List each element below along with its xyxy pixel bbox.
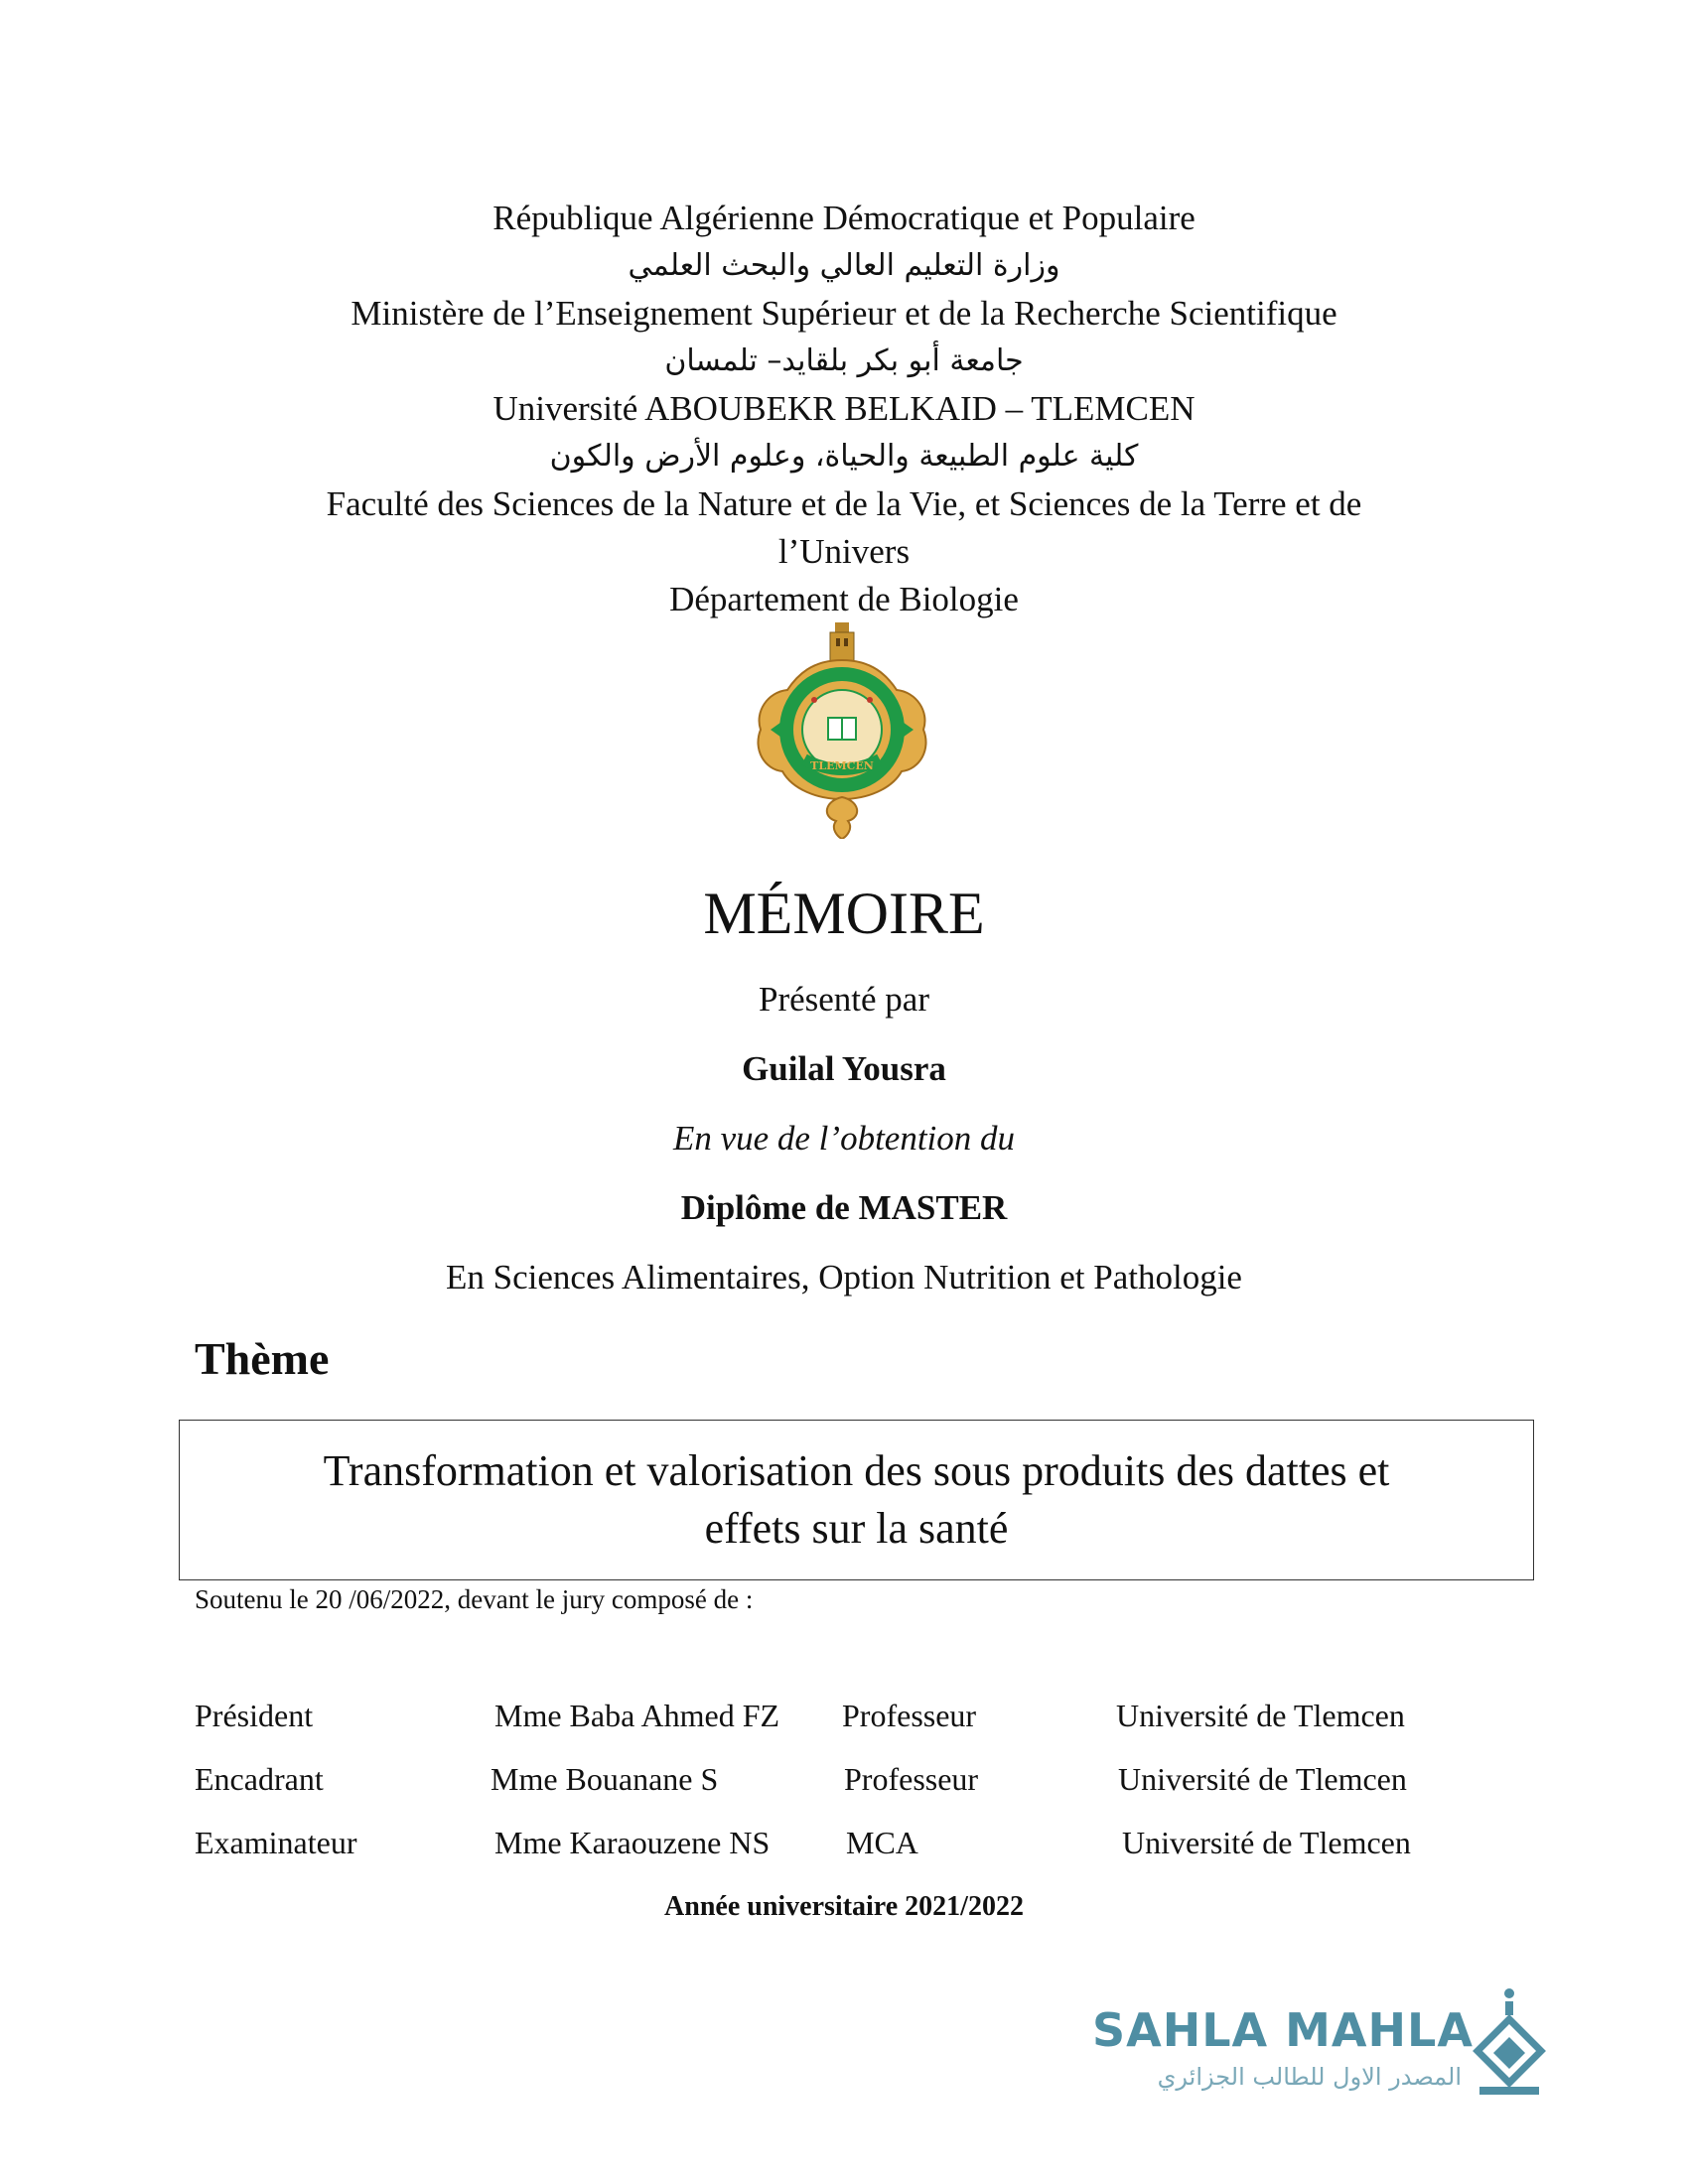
watermark-tagline: المصدر الاول للطالب الجزائري <box>1157 2063 1462 2091</box>
jury-name: Mme Baba Ahmed FZ <box>494 1698 780 1733</box>
faculty-arabic: كلية علوم الطبيعة والحياة، وعلوم الأرض والكون <box>549 439 1139 474</box>
republic-name: République Algérienne Démocratique et Populaire <box>492 199 1196 237</box>
sahla-mahla-watermark <box>1092 1985 1549 2105</box>
jury-institution: Université de Tlemcen <box>1118 1761 1407 1797</box>
jury-role: Président <box>195 1698 314 1733</box>
university-logo <box>753 620 931 839</box>
logo-label: TLEMCEN <box>810 759 874 772</box>
jury-row <box>195 1825 1525 1888</box>
faculty-french-line1: Faculté des Sciences de la Nature et de la Vie, et Sciences de la Terre et de <box>326 484 1362 523</box>
jury-institution: Université de Tlemcen <box>1122 1825 1411 1860</box>
theme-label: Thème <box>195 1333 330 1384</box>
author-name: Guilal Yousra <box>742 1049 946 1088</box>
specialty-line: En Sciences Alimentaires, Option Nutrition et Pathologie <box>446 1258 1242 1297</box>
jury-grade: Professeur <box>842 1698 977 1733</box>
ministry-arabic: وزارة التعليم العالي والبحث العلمي <box>628 248 1060 283</box>
faculty-french-line2: l’Univers <box>777 532 911 571</box>
theme-box <box>179 1420 1534 1580</box>
university-arabic: جامعة أبو بكر بلقايد– تلمسان <box>664 343 1024 378</box>
jury-role: Encadrant <box>195 1761 324 1797</box>
jury-grade: Professeur <box>844 1761 979 1797</box>
jury-table <box>195 1698 1525 1888</box>
watermark-name: SAHLA MAHLA <box>1092 2003 1474 2057</box>
institution-header <box>0 195 1688 623</box>
jury-name: Mme Karaouzene NS <box>494 1825 771 1860</box>
department-name: Département de Biologie <box>669 580 1019 618</box>
university-french: Université ABOUBEKR BELKAID – TLEMCEN <box>492 389 1196 428</box>
theme-title-line1: Transformation et valorisation des sous produits des dattes et <box>323 1446 1390 1495</box>
jury-role: Examinateur <box>195 1825 357 1860</box>
presented-by: Présenté par <box>758 980 929 1019</box>
jury-row <box>195 1698 1525 1761</box>
theme-title <box>231 1442 1482 1558</box>
watermark-logo-icon <box>1470 1985 1549 2105</box>
ministry-french: Ministère de l’Enseignement Supérieur et de la Recherche Scientifique <box>351 294 1337 333</box>
jury-grade: MCA <box>846 1825 918 1860</box>
diploma-name: Diplôme de MASTER <box>680 1188 1008 1227</box>
defense-date: Soutenu le 20 /06/2022, devant le jury composé de : <box>195 1584 754 1614</box>
jury-name: Mme Bouanane S <box>491 1761 719 1797</box>
jury-institution: Université de Tlemcen <box>1116 1698 1405 1733</box>
purpose-line: En vue de l’obtention du <box>672 1119 1016 1158</box>
jury-row <box>195 1761 1525 1825</box>
document-type: MÉMOIRE <box>703 881 985 946</box>
academic-year: Année universitaire 2021/2022 <box>664 1891 1024 1922</box>
theme-title-line2: effets sur la santé <box>704 1504 1009 1553</box>
